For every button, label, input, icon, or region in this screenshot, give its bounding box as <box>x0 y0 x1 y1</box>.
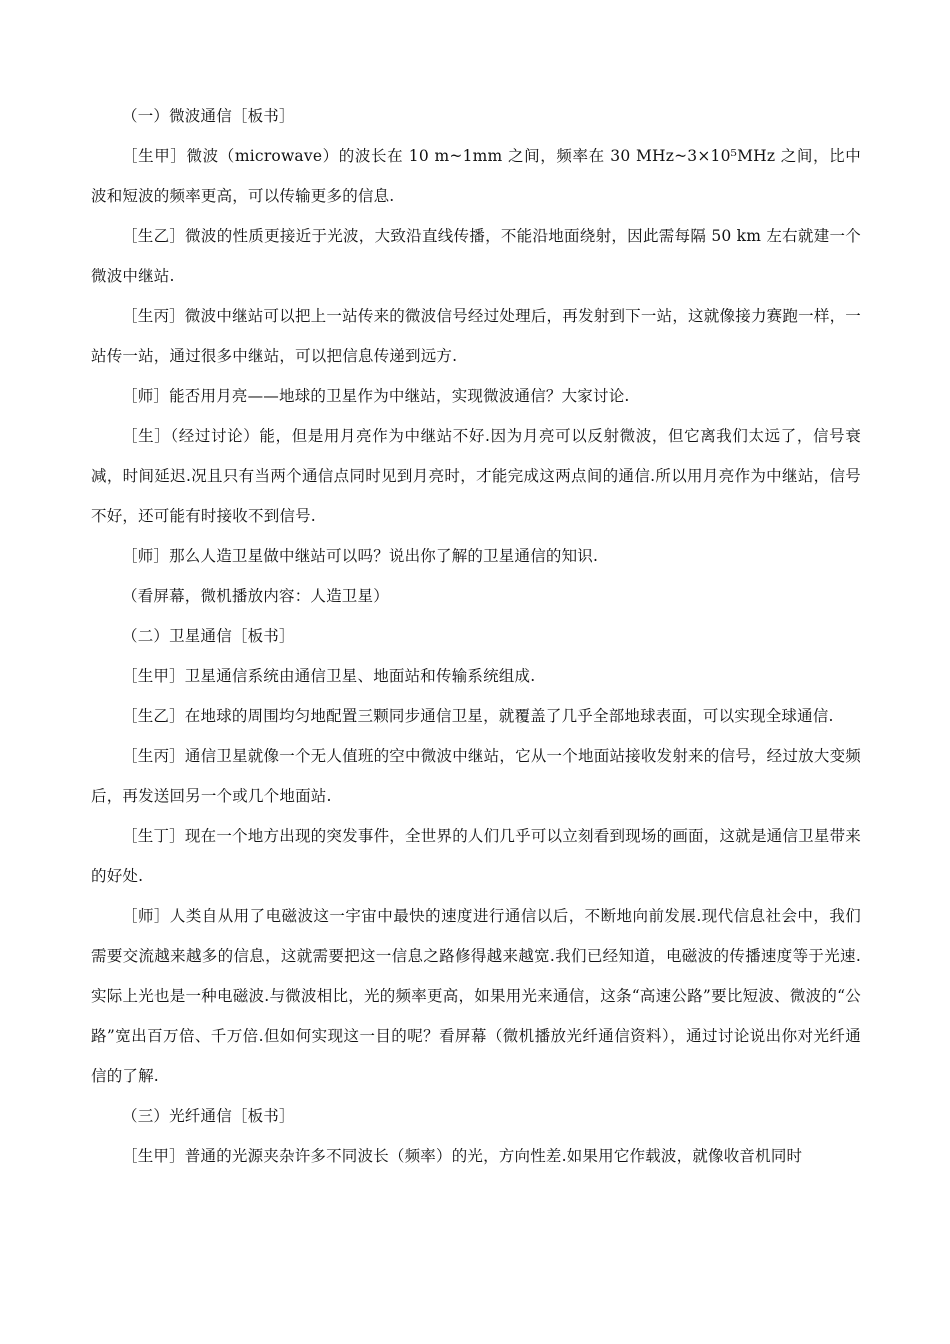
paragraph-teacher-satellite-question: ［师］那么人造卫星做中继站可以吗？说出你了解的卫星通信的知识. <box>122 547 599 565</box>
paragraph-teacher-moon-question: ［师］能否用月亮——地球的卫星作为中继站，实现微波通信？大家讨论. <box>122 387 630 405</box>
heading-satellite-communication: （二）卫星通信［板书］ <box>122 627 295 645</box>
paragraph-student-b-satellite: ［生乙］在地球的周围均匀地配置三颗同步通信卫星，就覆盖了几乎全部地球表面，可以实现全球通信. <box>122 707 834 725</box>
paragraph-teacher-light-intro: ［师］人类自从用了电磁波这一宇宙中最快的速度进行通信以后，不断地向前发展.现代信息社会中，我们需要交流越来越多的信息，这就需要把这一信息之路修得越来越宽.我们已经知道，电磁波的传播速度等于光速.实际上光也是一种电磁波.与微波相比，光的频率更高，如果用光来通信，这条“高速公路”要比短波、微波的“公路”宽出百万倍、千万倍.但如何实现这一目的呢？看屏幕（微机播放光纤通信资料），通过讨论说出你对光纤通信的了解. <box>91 907 861 1085</box>
heading-optical-fiber-communication: （三）光纤通信［板书］ <box>122 1107 295 1125</box>
paragraph-student-c-relay: ［生丙］微波中继站可以把上一站传来的微波信号经过处理后，再发射到下一站，这就像接力赛跑一样，一站传一站，通过很多中继站，可以把信息传递到远方. <box>91 307 861 365</box>
paragraph-student-a-fiber: ［生甲］普通的光源夹杂许多不同波长（频率）的光，方向性差.如果用它作载波，就像收音机同时 <box>122 1147 803 1165</box>
heading-microwave-communication: （一）微波通信［板书］ <box>122 107 295 125</box>
paragraph-student-c-satellite: ［生丙］通信卫星就像一个无人值班的空中微波中继站，它从一个地面站接收发射来的信号，经过放大变频后，再发送回另一个或几个地面站. <box>91 747 861 805</box>
document-body <box>91 96 861 1176</box>
paragraph-student-b-microwave: ［生乙］微波的性质更接近于光波，大致沿直线传播，不能沿地面绕射，因此需每隔 50 km 左右就建一个微波中继站. <box>91 227 861 285</box>
paragraph-student-d-satellite: ［生丁］现在一个地方出现的突发事件，全世界的人们几乎可以立刻看到现场的画面，这就是通信卫星带来的好处. <box>91 827 861 885</box>
paragraph-students-moon-answer: ［生］（经过讨论）能，但是用月亮作为中继站不好.因为月亮可以反射微波，但它离我们太远了，信号衰减，时间延迟.况且只有当两个通信点同时见到月亮时，才能完成这两点间的通信.所以用月亮作为中继站，信号不好，还可能有时接收不到信号. <box>91 427 861 525</box>
paragraph-screen-note: （看屏幕，微机播放内容：人造卫星） <box>122 587 389 605</box>
paragraph-student-a-satellite: ［生甲］卫星通信系统由通信卫星、地面站和传输系统组成. <box>122 667 536 685</box>
paragraph-student-a-microwave: ［生甲］微波（microwave）的波长在 10 m~1mm 之间，频率在 30 MHz~3×10⁵MHz 之间，比中波和短波的频率更高，可以传输更多的信息. <box>91 147 861 205</box>
